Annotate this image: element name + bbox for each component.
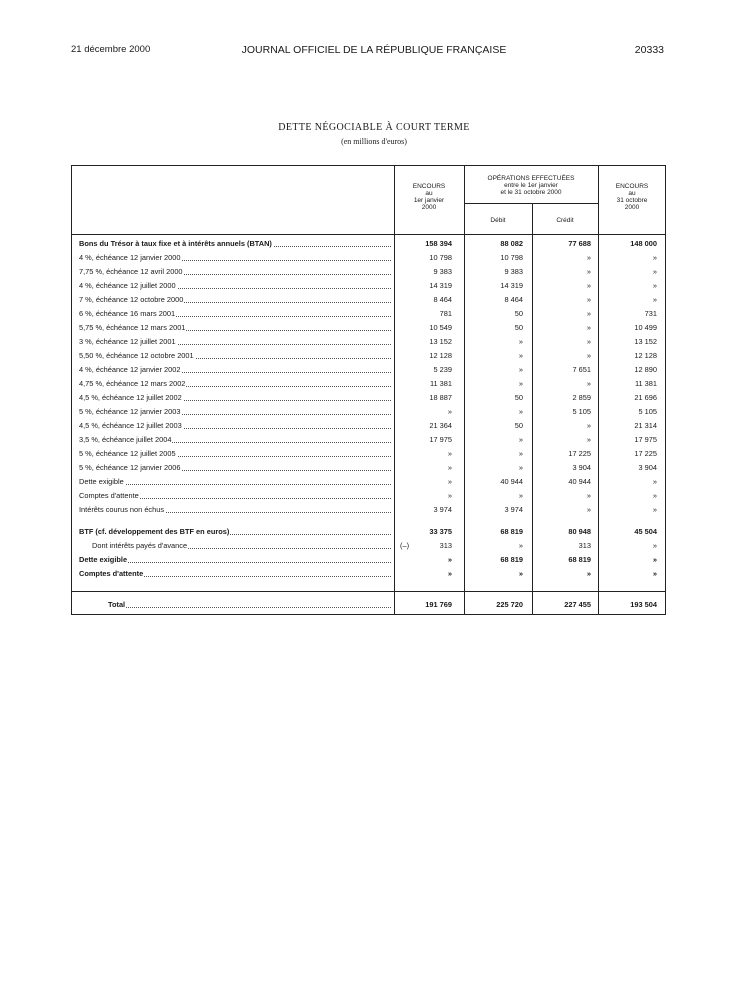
minus-sign: (–) [400,541,410,550]
row-value: 3 974 [433,505,452,514]
row-value: 80 948 [568,527,591,536]
row-value: 68 819 [568,555,591,564]
row-value: » [518,541,523,550]
row-value: 88 082 [500,239,523,248]
row-value: » [652,505,657,514]
row-value: » [586,569,591,578]
row-value: 50 [514,309,523,318]
row-label [79,267,391,277]
row-value: 10 549 [429,323,452,332]
row-label [79,477,391,487]
row-value: » [652,569,657,578]
row-value: » [586,421,591,430]
row-value: » [586,323,591,332]
row-label [79,527,391,537]
row-value: 50 [514,421,523,430]
col-debit: Débit [490,217,506,224]
row-value: 13 152 [429,337,452,346]
row-value: 68 819 [500,527,523,536]
row-value: 10 798 [429,253,452,262]
row-value: 12 890 [634,365,657,374]
row-value: » [447,569,452,578]
col-credit: Crédit [556,217,574,224]
col-encours-end-line: ENCOURS [615,183,649,190]
row-value: 3 974 [504,505,523,514]
col-operations-line: OPÉRATIONS EFFECTUÉES [487,175,575,182]
col-encours-start-line: au [425,190,433,197]
table-row [72,307,667,321]
header-date: 21 décembre 2000 [71,44,151,55]
row-value: 11 381 [429,379,452,388]
row-label-text: 4,5 %, échéance 12 juillet 2002 [79,393,182,402]
row-label [79,379,391,389]
row-label-text: Dette exigible [79,477,124,486]
table-row [72,321,667,335]
row-value: » [586,295,591,304]
table-row [72,433,667,447]
row-value: 40 944 [500,477,523,486]
row-value: » [518,435,523,444]
row-value: 50 [514,323,523,332]
table-subtitle: (en millions d'euros) [341,137,407,146]
col-encours-end-line: 31 octobre [616,197,648,204]
total-value: 225 720 [496,600,523,609]
row-label [79,421,391,431]
row-value: 17 975 [634,435,657,444]
row-value: 14 319 [500,281,523,290]
row-value: » [652,253,657,262]
row-value: 7 651 [572,365,591,374]
row-value: » [447,491,452,500]
row-value: 11 381 [634,379,657,388]
total-row [72,598,667,612]
row-value: » [447,463,452,472]
row-value: 731 [644,309,657,318]
row-label-text: 7,75 %, échéance 12 avril 2000 [79,267,183,276]
table-row [72,377,667,391]
table-row [72,419,667,433]
row-value: 9 383 [433,267,452,276]
row-value: » [518,379,523,388]
col-encours-end-line: 2000 [624,204,640,211]
row-value: 50 [514,393,523,402]
total-top-line [72,591,665,592]
row-value: » [586,491,591,500]
header-journal-title: JOURNAL OFFICIEL DE LA RÉPUBLIQUE FRANÇAISE [241,44,507,56]
header-bottom-line [72,234,665,235]
row-value: » [518,463,523,472]
row-value: 45 504 [634,527,657,536]
row-label-text: Dont intérêts payés d'avance [92,541,188,550]
row-value: 781 [439,309,452,318]
table-row [72,461,667,475]
row-value: » [586,351,591,360]
row-value: 21 314 [634,421,657,430]
row-value: 77 688 [568,239,591,248]
table-row [72,447,667,461]
row-value: 10 798 [500,253,523,262]
row-label-text: Comptes d'attente [79,491,139,500]
row-value: » [518,569,523,578]
row-label [79,337,391,347]
table-row [72,405,667,419]
col-encours-start-line: 1er janvier [413,197,445,204]
table-row [72,475,667,489]
row-value: 3 904 [572,463,591,472]
row-value: » [518,407,523,416]
header-page-number: 20333 [634,44,664,56]
row-value: » [586,379,591,388]
row-label-text: 3,5 %, échéance juillet 2004 [79,435,172,444]
row-label-text: 5 %, échéance 12 janvier 2003 [79,407,181,416]
table-row [72,237,667,251]
row-value: 12 128 [634,351,657,360]
total-label [108,600,391,610]
row-label-text: 4 %, échéance 12 janvier 2000 [79,253,181,262]
row-value: 313 [578,541,591,550]
row-value: » [652,295,657,304]
table-row [72,567,667,581]
row-label-text: 5,50 %, échéance 12 octobre 2001 [79,351,194,360]
row-value: 18 887 [429,393,452,402]
row-value: » [652,541,657,550]
row-value: 17 225 [634,449,657,458]
operations-divider [464,203,598,204]
row-value: » [652,267,657,276]
table-row [72,539,667,553]
table-row [72,391,667,405]
row-label-text: Intérêts courus non échus [79,505,165,514]
row-value: » [518,365,523,374]
table-row [72,525,667,539]
row-label [79,505,391,515]
row-label [79,365,391,375]
row-label [79,463,391,473]
row-label [79,295,391,305]
row-label-text: Comptes d'attente [79,569,144,578]
row-value: 8 464 [433,295,452,304]
row-value: » [586,505,591,514]
row-value: 10 499 [634,323,657,332]
row-label-text: 7 %, échéance 12 octobre 2000 [79,295,184,304]
row-label [92,541,391,551]
row-label-text: 5,75 %, échéance 12 mars 2001 [79,323,186,332]
row-value: » [518,351,523,360]
row-value: 5 105 [572,407,591,416]
row-value: 21 696 [634,393,657,402]
row-label-text: 4,75 %, échéance 12 mars 2002 [79,379,186,388]
row-value: » [447,477,452,486]
row-label-text: Bons du Trésor à taux fixe et à intérêts annuels (BTAN) [79,239,272,248]
row-label [79,569,391,579]
col-encours-end-line: au [628,190,636,197]
row-label-text: Dette exigible [79,555,128,564]
row-label [79,351,391,361]
col-encours-start [394,183,464,211]
row-value: » [652,491,657,500]
row-value: » [586,435,591,444]
total-value: 191 769 [425,600,452,609]
col-encours-end [598,183,666,211]
table-row [72,293,667,307]
row-value: » [447,449,452,458]
table-row [72,363,667,377]
row-label [79,323,391,333]
col-encours-start-line: 2000 [421,204,437,211]
row-value: 21 364 [429,421,452,430]
row-value: 13 152 [634,337,657,346]
row-value: » [586,281,591,290]
table-row [72,279,667,293]
row-label-text: BTF (cf. développement des BTF en euros) [79,527,230,536]
row-value: 68 819 [500,555,523,564]
row-value: 158 394 [425,239,452,248]
row-value: » [652,477,657,486]
row-label-text: 4 %, échéance 12 juillet 2000 [79,281,176,290]
row-label [79,253,391,263]
row-label-text: 6 %, échéance 16 mars 2001 [79,309,176,318]
row-label [79,491,391,501]
table-row [72,251,667,265]
row-value: 3 904 [638,463,657,472]
row-value: 33 375 [429,527,452,536]
row-value: 9 383 [504,267,523,276]
row-value: » [447,407,452,416]
row-value: » [518,491,523,500]
row-value: 313 [439,541,452,550]
debt-table [71,165,666,615]
row-label-text: 5 %, échéance 12 janvier 2006 [79,463,181,472]
row-value: 2 859 [572,393,591,402]
col-operations-line: et le 31 octobre 2000 [500,189,562,196]
row-label [79,407,391,417]
row-label-text: 5 %, échéance 12 juillet 2005 [79,449,176,458]
total-value: 193 504 [630,600,657,609]
table-row [72,553,667,567]
row-label [79,555,391,565]
total-value: 227 455 [564,600,591,609]
row-value: 5 239 [433,365,452,374]
row-value: » [586,267,591,276]
row-label-text: 4,5 %, échéance 12 juillet 2003 [79,421,182,430]
row-value: » [447,555,452,564]
table-row [72,335,667,349]
row-value: » [586,337,591,346]
row-label-text: 4 %, échéance 12 janvier 2002 [79,365,181,374]
row-value: » [518,449,523,458]
table-row [72,503,667,517]
col-operations [464,175,598,196]
row-value: 17 225 [568,449,591,458]
total-label-text: Total [108,600,126,609]
row-value: 8 464 [504,295,523,304]
row-value: 12 128 [429,351,452,360]
row-value: » [652,281,657,290]
row-value: 17 975 [429,435,452,444]
col-operations-line: entre le 1er janvier [504,182,558,189]
row-value: » [586,253,591,262]
row-label-text: 3 %, échéance 12 juillet 2001 [79,337,176,346]
row-value: 148 000 [630,239,657,248]
row-label [79,309,391,319]
table-row [72,489,667,503]
row-value: » [586,309,591,318]
table-row [72,265,667,279]
table-row [72,349,667,363]
row-label [79,435,391,445]
row-value: 14 319 [429,281,452,290]
table-title: DETTE NÉGOCIABLE À COURT TERME [278,122,470,133]
col-encours-start-line: ENCOURS [412,183,446,190]
row-value: » [652,555,657,564]
row-value: 5 105 [638,407,657,416]
row-value: » [518,337,523,346]
row-label [79,449,391,459]
row-value: 40 944 [568,477,591,486]
row-label [79,239,391,249]
row-label [79,281,391,291]
row-label [79,393,391,403]
